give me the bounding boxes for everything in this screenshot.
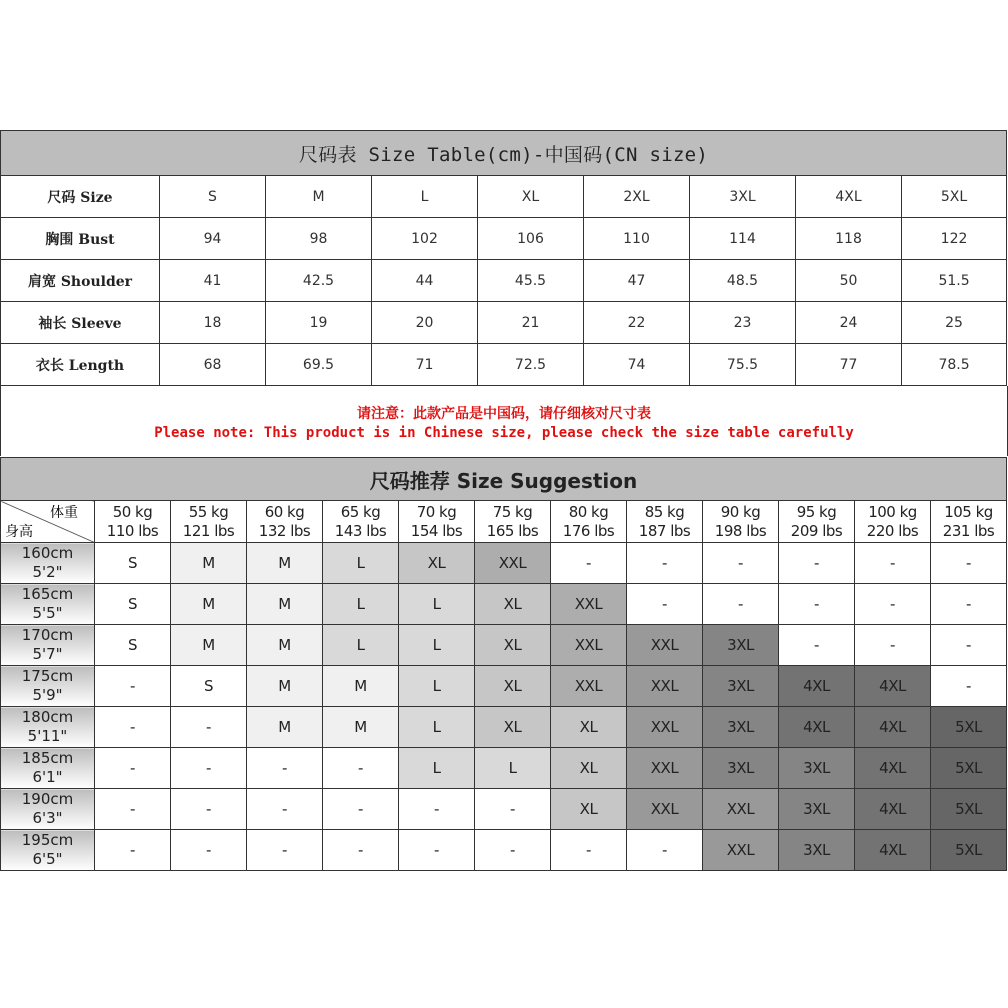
weight-lbs: 187 lbs bbox=[638, 521, 691, 540]
weight-header bbox=[247, 501, 323, 543]
size-table-cell: 122 bbox=[902, 218, 1007, 260]
height-cm: 185cm bbox=[21, 749, 74, 767]
size-suggestion-cell: L bbox=[323, 584, 399, 625]
corner-cell bbox=[1, 501, 95, 543]
size-suggestion-cell: - bbox=[95, 748, 171, 789]
note-english: Please note: This product is in Chinese size, please check the size table carefully bbox=[154, 425, 854, 441]
size-suggestion-cell: - bbox=[779, 584, 855, 625]
height-label bbox=[1, 666, 95, 707]
weight-lbs: 132 lbs bbox=[258, 521, 311, 540]
size-suggestion-cell: XL bbox=[551, 789, 627, 830]
size-suggestion-cell: XXL bbox=[551, 625, 627, 666]
size-suggestion-cell: - bbox=[171, 707, 247, 748]
size-table-cell: 71 bbox=[372, 344, 478, 386]
size-suggestion-cell: XXL bbox=[551, 584, 627, 625]
size-suggestion-cell: XXL bbox=[627, 625, 703, 666]
size-suggestion-cell: L bbox=[323, 543, 399, 584]
weight-header bbox=[627, 501, 703, 543]
size-suggestion-cell: S bbox=[95, 543, 171, 584]
height-row bbox=[1, 666, 1007, 707]
weight-kg: 90 kg bbox=[720, 502, 761, 521]
height-cm: 170cm bbox=[21, 626, 74, 644]
height-ft: 5'7" bbox=[32, 645, 63, 663]
size-suggestion-cell: - bbox=[171, 830, 247, 871]
weight-kg: 80 kg bbox=[568, 502, 609, 521]
size-table-cell: 69.5 bbox=[266, 344, 372, 386]
size-suggestion-cell: XXL bbox=[627, 666, 703, 707]
size-suggestion-cell: - bbox=[627, 543, 703, 584]
height-ft: 5'5" bbox=[32, 604, 63, 622]
height-cm: 165cm bbox=[21, 585, 74, 603]
size-suggestion-cell: 3XL bbox=[703, 748, 779, 789]
size-table-cell: 102 bbox=[372, 218, 478, 260]
size-suggestion-cell: XXL bbox=[627, 789, 703, 830]
size-table-cell: S bbox=[160, 176, 266, 218]
size-table-row bbox=[1, 176, 1007, 218]
size-table-title: 尺码表 Size Table(cm)-中国码(CN size) bbox=[1, 131, 1007, 176]
size-suggestion-cell: XL bbox=[475, 707, 551, 748]
size-table-cell: 98 bbox=[266, 218, 372, 260]
size-suggestion-cell: M bbox=[171, 543, 247, 584]
size-suggestion-cell: XXL bbox=[703, 789, 779, 830]
height-ft: 6'5" bbox=[32, 850, 63, 868]
size-table-row-label: 胸围 Bust bbox=[1, 218, 160, 260]
size-table-cell: L bbox=[372, 176, 478, 218]
size-suggestion-cell: XXL bbox=[627, 748, 703, 789]
height-row bbox=[1, 789, 1007, 830]
size-suggestion-cell: - bbox=[475, 789, 551, 830]
weight-kg: 60 kg bbox=[264, 502, 305, 521]
size-suggestion-cell: - bbox=[399, 830, 475, 871]
weight-kg: 85 kg bbox=[644, 502, 685, 521]
weight-lbs: 209 lbs bbox=[790, 521, 843, 540]
height-cm: 160cm bbox=[21, 544, 74, 562]
weight-lbs: 176 lbs bbox=[562, 521, 615, 540]
size-suggestion-cell: - bbox=[475, 830, 551, 871]
note-chinese: 请注意：此款产品是中国码，请仔细核对尺寸表 bbox=[357, 406, 651, 422]
size-suggestion-cell: - bbox=[247, 830, 323, 871]
size-suggestion-cell: - bbox=[95, 830, 171, 871]
weight-header-row bbox=[1, 501, 1007, 543]
size-suggestion-cell: S bbox=[95, 584, 171, 625]
height-cm: 175cm bbox=[21, 667, 74, 685]
size-table-row bbox=[1, 218, 1007, 260]
weight-lbs: 110 lbs bbox=[106, 521, 159, 540]
size-note bbox=[0, 386, 1008, 456]
size-table-cell: 48.5 bbox=[690, 260, 796, 302]
height-label bbox=[1, 584, 95, 625]
size-table-row bbox=[1, 302, 1007, 344]
size-table-cell: 22 bbox=[584, 302, 690, 344]
size-table-cell: M bbox=[266, 176, 372, 218]
size-table-cell: 75.5 bbox=[690, 344, 796, 386]
height-row bbox=[1, 543, 1007, 584]
height-ft: 5'9" bbox=[32, 686, 63, 704]
weight-header bbox=[323, 501, 399, 543]
size-table-cell: 18 bbox=[160, 302, 266, 344]
weight-header bbox=[703, 501, 779, 543]
size-suggestion-cell: 5XL bbox=[931, 748, 1007, 789]
size-suggestion-cell: L bbox=[323, 625, 399, 666]
height-row bbox=[1, 707, 1007, 748]
size-suggestion-table bbox=[0, 457, 1007, 871]
weight-axis-label: 体重 bbox=[50, 505, 78, 521]
weight-lbs: 220 lbs bbox=[866, 521, 919, 540]
size-suggestion-title: 尺码推荐 Size Suggestion bbox=[1, 458, 1007, 501]
size-table bbox=[0, 130, 1007, 386]
size-suggestion-cell: 4XL bbox=[855, 707, 931, 748]
height-ft: 5'11" bbox=[27, 727, 68, 745]
size-table-cell: 51.5 bbox=[902, 260, 1007, 302]
size-table-cell: 78.5 bbox=[902, 344, 1007, 386]
size-suggestion-cell: - bbox=[171, 789, 247, 830]
size-table-cell: 50 bbox=[796, 260, 902, 302]
size-table-cell: 44 bbox=[372, 260, 478, 302]
size-table-cell: 19 bbox=[266, 302, 372, 344]
weight-kg: 75 kg bbox=[492, 502, 533, 521]
size-suggestion-cell: - bbox=[931, 543, 1007, 584]
size-suggestion-cell: XXL bbox=[475, 543, 551, 584]
size-suggestion-cell: 5XL bbox=[931, 707, 1007, 748]
size-suggestion-cell: M bbox=[171, 584, 247, 625]
height-cm: 190cm bbox=[21, 790, 74, 808]
height-label bbox=[1, 830, 95, 871]
size-suggestion-cell: 3XL bbox=[779, 830, 855, 871]
height-label bbox=[1, 707, 95, 748]
size-suggestion-cell: M bbox=[247, 666, 323, 707]
weight-header bbox=[171, 501, 247, 543]
size-suggestion-cell: - bbox=[323, 789, 399, 830]
size-table-cell: XL bbox=[478, 176, 584, 218]
size-suggestion-cell: 5XL bbox=[931, 830, 1007, 871]
size-suggestion-cell: - bbox=[323, 830, 399, 871]
size-suggestion-cell: - bbox=[779, 625, 855, 666]
size-suggestion-cell: - bbox=[703, 543, 779, 584]
size-table-cell: 20 bbox=[372, 302, 478, 344]
size-suggestion-cell: 3XL bbox=[703, 707, 779, 748]
size-suggestion-cell: - bbox=[95, 707, 171, 748]
size-suggestion-cell: 4XL bbox=[855, 666, 931, 707]
size-suggestion-cell: L bbox=[475, 748, 551, 789]
size-table-cell: 77 bbox=[796, 344, 902, 386]
size-suggestion-cell: L bbox=[399, 584, 475, 625]
weight-lbs: 165 lbs bbox=[486, 521, 539, 540]
height-label bbox=[1, 748, 95, 789]
size-table-cell: 25 bbox=[902, 302, 1007, 344]
size-table-cell: 106 bbox=[478, 218, 584, 260]
size-suggestion-cell: L bbox=[399, 625, 475, 666]
size-suggestion-cell: - bbox=[931, 625, 1007, 666]
size-suggestion-cell: - bbox=[95, 666, 171, 707]
size-suggestion-cell: M bbox=[323, 666, 399, 707]
size-suggestion-cell: XXL bbox=[703, 830, 779, 871]
size-suggestion-cell: 3XL bbox=[779, 748, 855, 789]
size-suggestion-cell: XL bbox=[475, 625, 551, 666]
size-table-cell: 5XL bbox=[902, 176, 1007, 218]
height-cm: 195cm bbox=[21, 831, 74, 849]
size-suggestion-cell: 4XL bbox=[855, 789, 931, 830]
size-table-row bbox=[1, 344, 1007, 386]
size-table-cell: 68 bbox=[160, 344, 266, 386]
size-suggestion-cell: XXL bbox=[551, 666, 627, 707]
size-suggestion-cell: - bbox=[247, 748, 323, 789]
height-cm: 180cm bbox=[21, 708, 74, 726]
size-suggestion-cell: XL bbox=[399, 543, 475, 584]
size-suggestion-cell: - bbox=[779, 543, 855, 584]
size-suggestion-cell: S bbox=[95, 625, 171, 666]
weight-header bbox=[475, 501, 551, 543]
height-axis-label: 身高 bbox=[5, 524, 33, 540]
weight-kg: 70 kg bbox=[416, 502, 457, 521]
size-suggestion-cell: - bbox=[95, 789, 171, 830]
size-suggestion-cell: 3XL bbox=[703, 666, 779, 707]
size-suggestion-cell: XXL bbox=[627, 707, 703, 748]
weight-kg: 65 kg bbox=[340, 502, 381, 521]
size-suggestion-cell: L bbox=[399, 748, 475, 789]
height-label bbox=[1, 543, 95, 584]
weight-header bbox=[551, 501, 627, 543]
size-table-cell: 74 bbox=[584, 344, 690, 386]
size-suggestion-cell: M bbox=[323, 707, 399, 748]
size-suggestion-cell: XL bbox=[475, 666, 551, 707]
size-table-row-label: 衣长 Length bbox=[1, 344, 160, 386]
weight-lbs: 154 lbs bbox=[410, 521, 463, 540]
height-label bbox=[1, 789, 95, 830]
weight-lbs: 121 lbs bbox=[182, 521, 235, 540]
weight-header bbox=[95, 501, 171, 543]
size-suggestion-cell: - bbox=[627, 830, 703, 871]
size-suggestion-cell: - bbox=[551, 543, 627, 584]
size-table-cell: 21 bbox=[478, 302, 584, 344]
size-suggestion-cell: M bbox=[247, 584, 323, 625]
size-suggestion-cell: - bbox=[627, 584, 703, 625]
size-suggestion-cell: - bbox=[855, 584, 931, 625]
size-suggestion-cell: - bbox=[855, 543, 931, 584]
size-table-cell: 45.5 bbox=[478, 260, 584, 302]
size-suggestion-cell: - bbox=[399, 789, 475, 830]
weight-kg: 55 kg bbox=[188, 502, 229, 521]
size-suggestion-cell: 4XL bbox=[855, 830, 931, 871]
size-table-cell: 4XL bbox=[796, 176, 902, 218]
size-suggestion-cell: 4XL bbox=[779, 707, 855, 748]
size-suggestion-cell: M bbox=[247, 543, 323, 584]
weight-header bbox=[399, 501, 475, 543]
size-table-cell: 110 bbox=[584, 218, 690, 260]
weight-kg: 50 kg bbox=[112, 502, 153, 521]
size-suggestion-cell: - bbox=[323, 748, 399, 789]
weight-header bbox=[931, 501, 1007, 543]
size-suggestion-cell: 3XL bbox=[703, 625, 779, 666]
size-table-cell: 114 bbox=[690, 218, 796, 260]
size-suggestion-cell: XL bbox=[551, 748, 627, 789]
weight-header bbox=[779, 501, 855, 543]
weight-header bbox=[855, 501, 931, 543]
size-suggestion-cell: L bbox=[399, 666, 475, 707]
height-row bbox=[1, 830, 1007, 871]
size-table-cell: 2XL bbox=[584, 176, 690, 218]
size-table-cell: 94 bbox=[160, 218, 266, 260]
weight-lbs: 231 lbs bbox=[942, 521, 995, 540]
size-table-cell: 24 bbox=[796, 302, 902, 344]
size-table-row-label: 肩宽 Shoulder bbox=[1, 260, 160, 302]
height-row bbox=[1, 748, 1007, 789]
size-suggestion-cell: M bbox=[171, 625, 247, 666]
size-suggestion-cell: 5XL bbox=[931, 789, 1007, 830]
size-suggestion-cell: - bbox=[171, 748, 247, 789]
size-table-cell: 42.5 bbox=[266, 260, 372, 302]
size-table-cell: 72.5 bbox=[478, 344, 584, 386]
size-suggestion-cell: L bbox=[399, 707, 475, 748]
weight-kg: 95 kg bbox=[796, 502, 837, 521]
size-suggestion-cell: M bbox=[247, 707, 323, 748]
size-suggestion-cell: - bbox=[931, 666, 1007, 707]
weight-kg: 100 kg bbox=[868, 502, 917, 521]
size-table-cell: 41 bbox=[160, 260, 266, 302]
size-suggestion-cell: S bbox=[171, 666, 247, 707]
size-table-cell: 118 bbox=[796, 218, 902, 260]
size-table-row-label: 袖长 Sleeve bbox=[1, 302, 160, 344]
height-ft: 5'2" bbox=[32, 563, 63, 581]
weight-kg: 105 kg bbox=[944, 502, 993, 521]
size-suggestion-cell: - bbox=[247, 789, 323, 830]
height-ft: 6'3" bbox=[32, 809, 63, 827]
size-suggestion-cell: - bbox=[855, 625, 931, 666]
size-suggestion-cell: - bbox=[931, 584, 1007, 625]
size-table-cell: 47 bbox=[584, 260, 690, 302]
size-table-cell: 3XL bbox=[690, 176, 796, 218]
weight-lbs: 198 lbs bbox=[714, 521, 767, 540]
size-table-row bbox=[1, 260, 1007, 302]
size-suggestion-cell: - bbox=[703, 584, 779, 625]
height-row bbox=[1, 584, 1007, 625]
size-suggestion-cell: M bbox=[247, 625, 323, 666]
size-suggestion-cell: XL bbox=[475, 584, 551, 625]
size-suggestion-cell: 4XL bbox=[855, 748, 931, 789]
height-label bbox=[1, 625, 95, 666]
size-table-row-label: 尺码 Size bbox=[1, 176, 160, 218]
size-suggestion-cell: XL bbox=[551, 707, 627, 748]
height-row bbox=[1, 625, 1007, 666]
size-table-cell: 23 bbox=[690, 302, 796, 344]
height-ft: 6'1" bbox=[32, 768, 63, 786]
weight-lbs: 143 lbs bbox=[334, 521, 387, 540]
size-suggestion-cell: 3XL bbox=[779, 789, 855, 830]
size-suggestion-cell: 4XL bbox=[779, 666, 855, 707]
size-suggestion-cell: - bbox=[551, 830, 627, 871]
